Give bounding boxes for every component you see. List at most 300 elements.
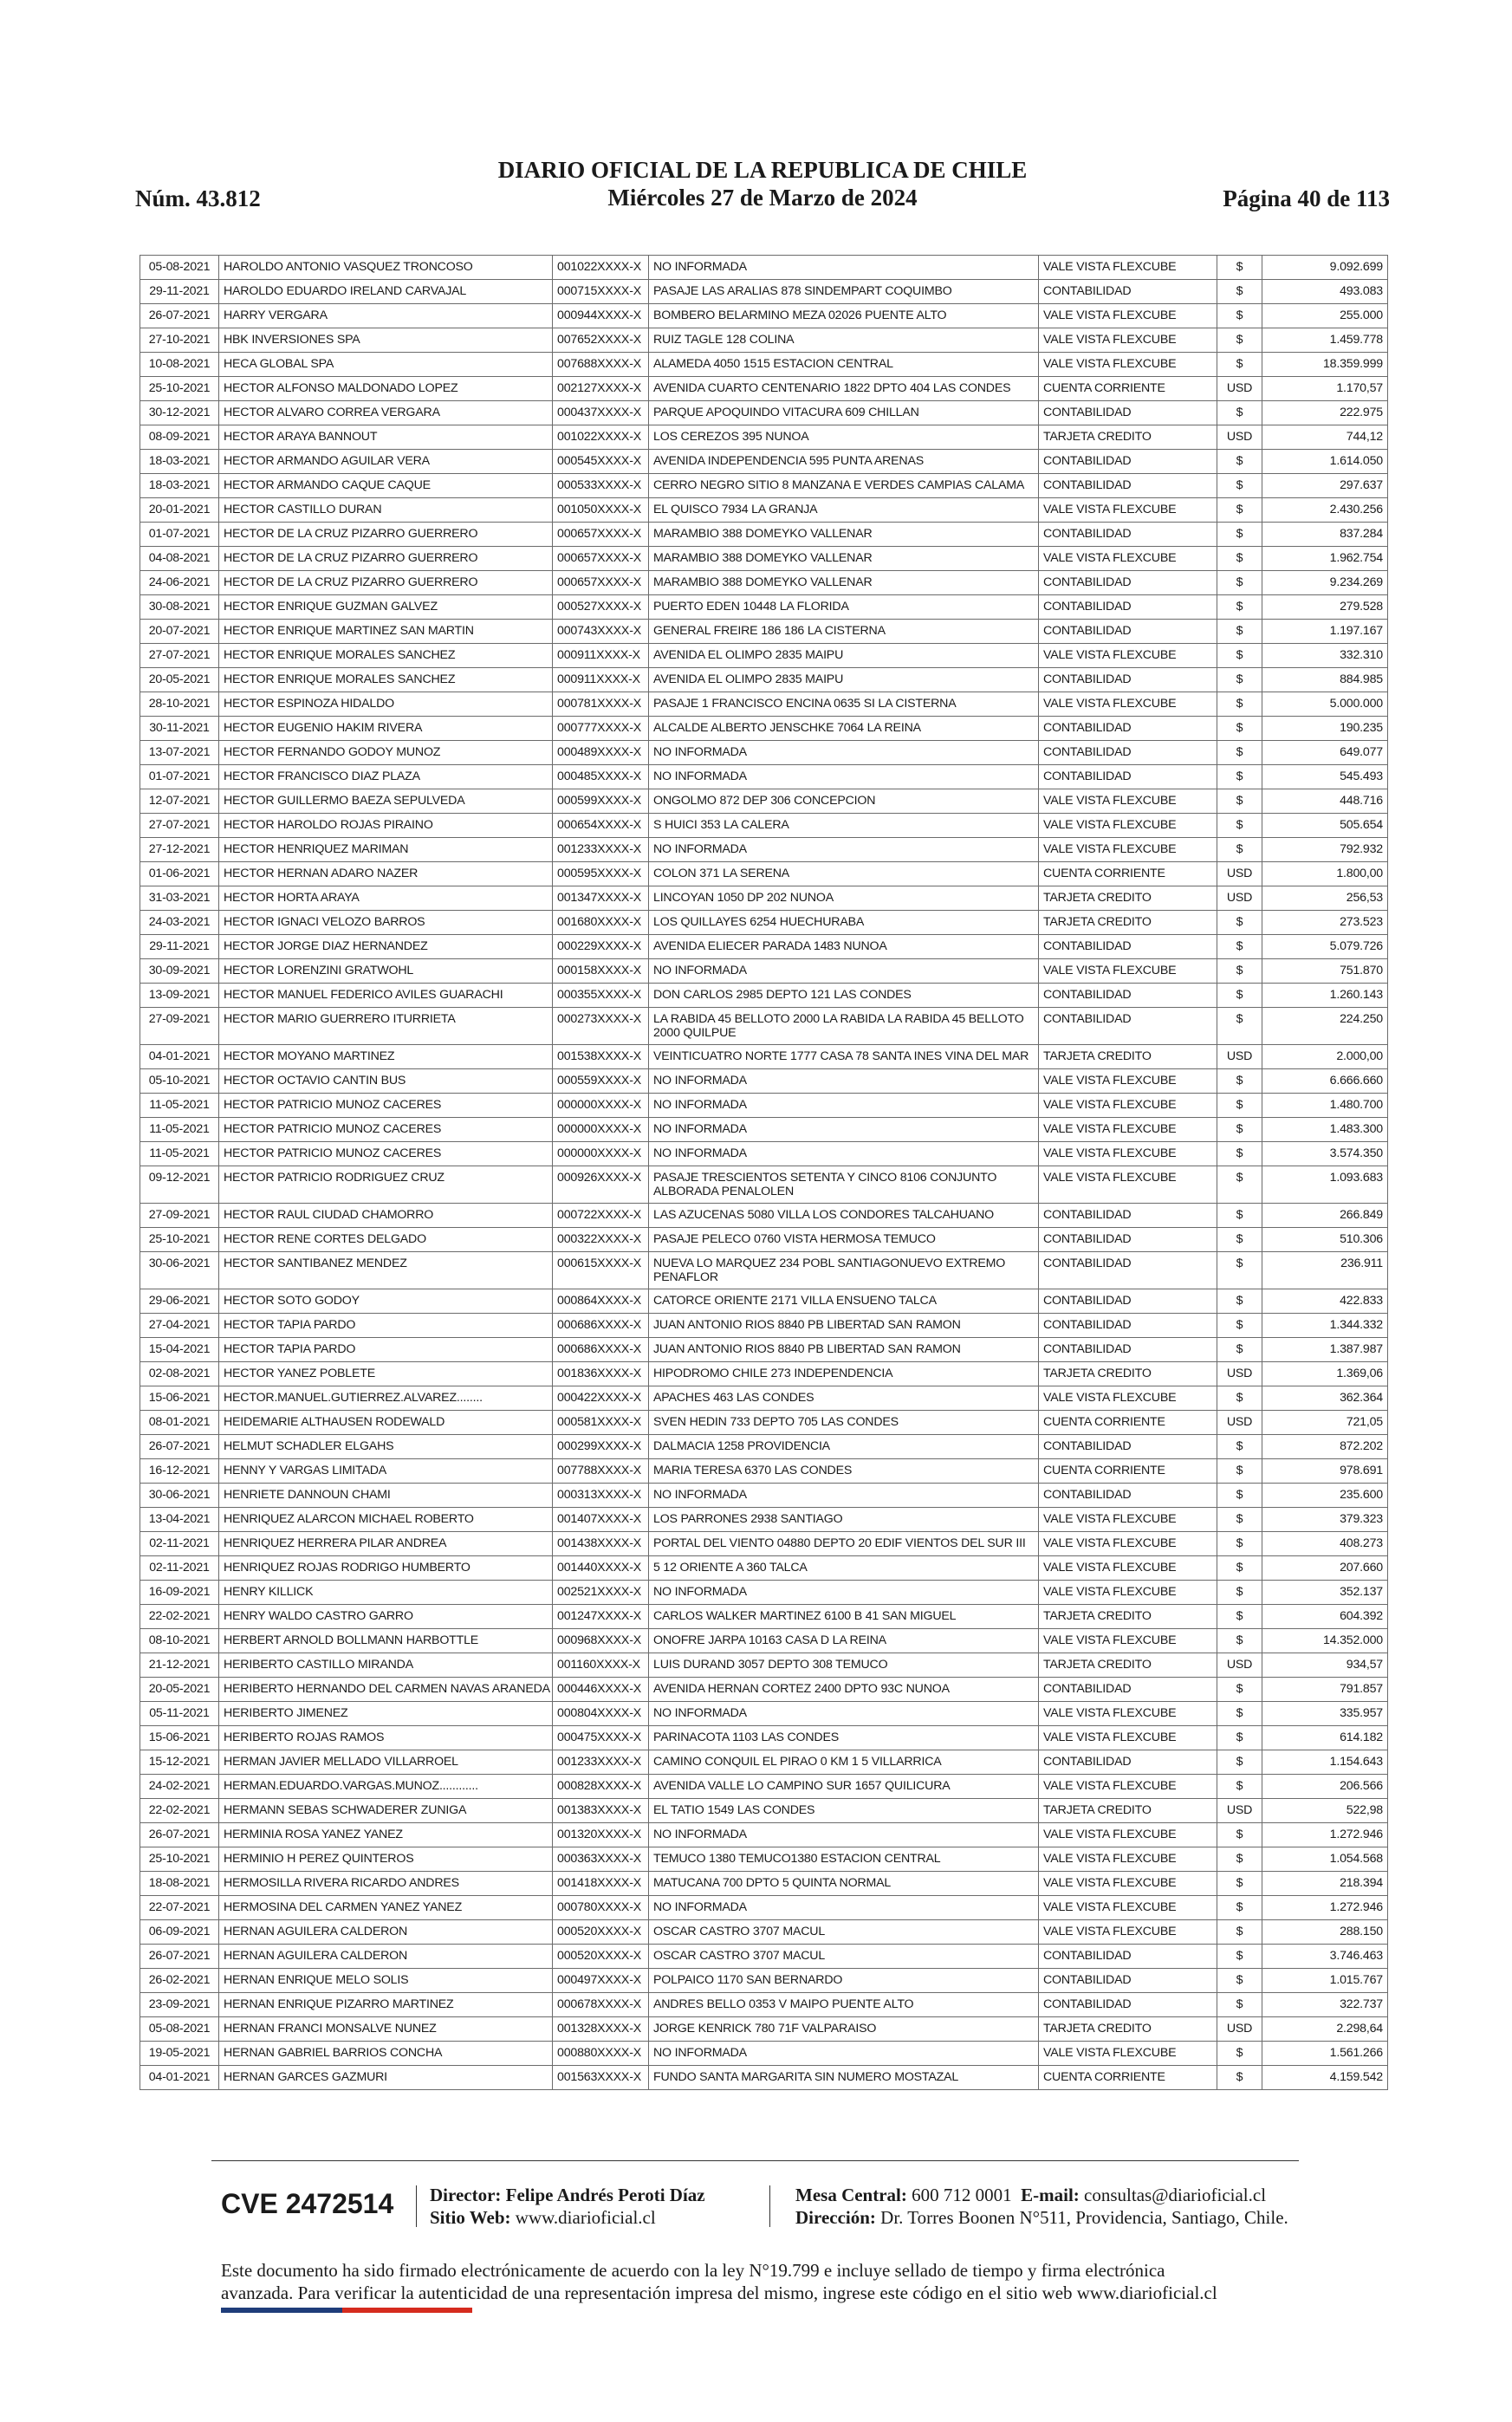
cell-name: HECTOR JORGE DIAZ HERNANDEZ — [219, 935, 553, 959]
cell-amount: 266.849 — [1262, 1204, 1388, 1228]
cell-address: CERRO NEGRO SITIO 8 MANZANA E VERDES CAMPIAS CALAMA — [649, 474, 1039, 498]
cell-date: 16-12-2021 — [140, 1459, 219, 1484]
cell-address: CATORCE ORIENTE 2171 VILLA ENSUENO TALCA — [649, 1289, 1039, 1314]
cell-currency: $ — [1217, 1581, 1262, 1605]
cell-name: HENRIQUEZ ROJAS RODRIGO HUMBERTO — [219, 1556, 553, 1581]
cell-currency: $ — [1217, 498, 1262, 523]
cell-product: TARJETA CREDITO — [1039, 1045, 1217, 1069]
cell-address: NO INFORMADA — [649, 1118, 1039, 1142]
cell-date: 26-07-2021 — [140, 304, 219, 328]
cell-name: HECTOR CASTILLO DURAN — [219, 498, 553, 523]
cell-currency: $ — [1217, 1920, 1262, 1945]
cell-address: COLON 371 LA SERENA — [649, 862, 1039, 886]
cell-rut: 000363XXXX-X — [553, 1847, 649, 1872]
cell-address: NO INFORMADA — [649, 1896, 1039, 1920]
cell-date: 25-10-2021 — [140, 377, 219, 401]
cell-name: HENNY Y VARGAS LIMITADA — [219, 1459, 553, 1484]
cell-product: CONTABILIDAD — [1039, 717, 1217, 741]
cell-currency: $ — [1217, 2042, 1262, 2066]
cell-address: TEMUCO 1380 TEMUCO1380 ESTACION CENTRAL — [649, 1847, 1039, 1872]
cell-currency: $ — [1217, 328, 1262, 353]
cell-rut: 000000XXXX-X — [553, 1118, 649, 1142]
cell-currency: $ — [1217, 401, 1262, 425]
cell-product: CONTABILIDAD — [1039, 523, 1217, 547]
cell-rut: 001247XXXX-X — [553, 1605, 649, 1629]
cell-name: HELMUT SCHADLER ELGAHS — [219, 1435, 553, 1459]
cell-address: S HUICI 353 LA CALERA — [649, 814, 1039, 838]
cell-product: CONTABILIDAD — [1039, 1338, 1217, 1362]
cell-address: LA RABIDA 45 BELLOTO 2000 LA RABIDA LA RABIDA 45 BELLOTO 2000 QUILPUE — [649, 1008, 1039, 1045]
cell-rut: 000520XXXX-X — [553, 1920, 649, 1945]
table-row — [140, 1142, 1388, 1166]
cell-product: VALE VISTA FLEXCUBE — [1039, 547, 1217, 571]
cell-product: VALE VISTA FLEXCUBE — [1039, 838, 1217, 862]
cell-address: NO INFORMADA — [649, 1581, 1039, 1605]
cell-amount: 545.493 — [1262, 765, 1388, 789]
cell-amount: 614.182 — [1262, 1726, 1388, 1750]
records-table — [140, 255, 1388, 2090]
table-row — [140, 1847, 1388, 1872]
cell-address: 5 12 ORIENTE A 360 TALCA — [649, 1556, 1039, 1581]
cell-amount: 1.197.167 — [1262, 620, 1388, 644]
cell-currency: USD — [1217, 1411, 1262, 1435]
cell-rut: 000926XXXX-X — [553, 1166, 649, 1204]
cell-amount: 934,57 — [1262, 1653, 1388, 1678]
cell-rut: 001538XXXX-X — [553, 1045, 649, 1069]
table-row — [140, 377, 1388, 401]
cell-amount: 872.202 — [1262, 1435, 1388, 1459]
table-row — [140, 1045, 1388, 1069]
cell-date: 15-04-2021 — [140, 1338, 219, 1362]
cell-currency: $ — [1217, 935, 1262, 959]
cell-amount: 522,98 — [1262, 1799, 1388, 1823]
cell-currency: $ — [1217, 1228, 1262, 1252]
cell-name: HECTOR ARMANDO AGUILAR VERA — [219, 450, 553, 474]
cell-date: 22-02-2021 — [140, 1799, 219, 1823]
cell-currency: $ — [1217, 1204, 1262, 1228]
cell-currency: $ — [1217, 1629, 1262, 1653]
cell-rut: 000804XXXX-X — [553, 1702, 649, 1726]
cell-rut: 000657XXXX-X — [553, 571, 649, 595]
cell-product: CONTABILIDAD — [1039, 1435, 1217, 1459]
table-row — [140, 838, 1388, 862]
cell-date: 24-06-2021 — [140, 571, 219, 595]
table-row — [140, 1726, 1388, 1750]
cell-date: 08-01-2021 — [140, 1411, 219, 1435]
cell-address: POLPAICO 1170 SAN BERNARDO — [649, 1969, 1039, 1993]
cell-name: HECTOR SOTO GODOY — [219, 1289, 553, 1314]
cell-amount: 408.273 — [1262, 1532, 1388, 1556]
cell-amount: 207.660 — [1262, 1556, 1388, 1581]
cell-currency: $ — [1217, 256, 1262, 280]
issue-number: Núm. 43.812 — [135, 185, 261, 211]
table-row — [140, 1605, 1388, 1629]
cell-amount: 6.666.660 — [1262, 1069, 1388, 1094]
cell-name: HENRIETE DANNOUN CHAMI — [219, 1484, 553, 1508]
cell-product: VALE VISTA FLEXCUBE — [1039, 1823, 1217, 1847]
cell-amount: 1.561.266 — [1262, 2042, 1388, 2066]
cell-name: HECTOR HENRIQUEZ MARIMAN — [219, 838, 553, 862]
cell-date: 30-12-2021 — [140, 401, 219, 425]
cell-address: LAS AZUCENAS 5080 VILLA LOS CONDORES TALCAHUANO — [649, 1204, 1039, 1228]
table-row — [140, 1118, 1388, 1142]
cell-amount: 604.392 — [1262, 1605, 1388, 1629]
cell-product: TARJETA CREDITO — [1039, 1799, 1217, 1823]
cell-product: VALE VISTA FLEXCUBE — [1039, 304, 1217, 328]
cell-address: RUIZ TAGLE 128 COLINA — [649, 328, 1039, 353]
cell-amount: 335.957 — [1262, 1702, 1388, 1726]
cell-currency: $ — [1217, 1993, 1262, 2017]
cell-address: MARAMBIO 388 DOMEYKO VALLENAR — [649, 547, 1039, 571]
cell-product: CONTABILIDAD — [1039, 1314, 1217, 1338]
cell-currency: USD — [1217, 862, 1262, 886]
cell-rut: 000000XXXX-X — [553, 1094, 649, 1118]
cell-currency: $ — [1217, 765, 1262, 789]
cell-address: MARIA TERESA 6370 LAS CONDES — [649, 1459, 1039, 1484]
cell-name: HERNAN AGUILERA CALDERON — [219, 1945, 553, 1969]
cell-rut: 000743XXXX-X — [553, 620, 649, 644]
page-number: Página 40 de 113 — [1223, 185, 1390, 211]
cell-address: PORTAL DEL VIENTO 04880 DEPTO 20 EDIF VIENTOS DEL SUR III — [649, 1532, 1039, 1556]
cell-rut: 000485XXXX-X — [553, 765, 649, 789]
cell-product: VALE VISTA FLEXCUBE — [1039, 1581, 1217, 1605]
cell-rut: 000686XXXX-X — [553, 1314, 649, 1338]
cell-date: 27-10-2021 — [140, 328, 219, 353]
table-row — [140, 935, 1388, 959]
cell-date: 29-11-2021 — [140, 280, 219, 304]
cell-name: HERIBERTO HERNANDO DEL CARMEN NAVAS ARANEDA — [219, 1678, 553, 1702]
cell-name: HECTOR FERNANDO GODOY MUNOZ — [219, 741, 553, 765]
cell-date: 01-06-2021 — [140, 862, 219, 886]
cell-name: HECTOR ARMANDO CAQUE CAQUE — [219, 474, 553, 498]
cell-currency: $ — [1217, 1702, 1262, 1726]
cell-address: ALAMEDA 4050 1515 ESTACION CENTRAL — [649, 353, 1039, 377]
web-label: Sitio Web: — [430, 2207, 511, 2228]
cell-rut: 001680XXXX-X — [553, 911, 649, 935]
table-row — [140, 741, 1388, 765]
director-name: Felipe Andrés Peroti Díaz — [505, 2185, 705, 2205]
cell-date: 31-03-2021 — [140, 886, 219, 911]
cell-amount: 448.716 — [1262, 789, 1388, 814]
cell-address: NO INFORMADA — [649, 765, 1039, 789]
cell-address: LUIS DURAND 3057 DEPTO 308 TEMUCO — [649, 1653, 1039, 1678]
cell-product: CONTABILIDAD — [1039, 450, 1217, 474]
cell-amount: 978.691 — [1262, 1459, 1388, 1484]
cell-amount: 1.800,00 — [1262, 862, 1388, 886]
email-link[interactable]: consultas@diarioficial.cl — [1084, 2185, 1267, 2205]
cell-name: HECTOR TAPIA PARDO — [219, 1314, 553, 1338]
cell-date: 24-02-2021 — [140, 1775, 219, 1799]
table-row — [140, 765, 1388, 789]
cell-name: HERNAN AGUILERA CALDERON — [219, 1920, 553, 1945]
cell-address: NO INFORMADA — [649, 1702, 1039, 1726]
cell-date: 15-12-2021 — [140, 1750, 219, 1775]
cell-amount: 837.284 — [1262, 523, 1388, 547]
table-row — [140, 328, 1388, 353]
cell-product: VALE VISTA FLEXCUBE — [1039, 1556, 1217, 1581]
cell-date: 18-03-2021 — [140, 474, 219, 498]
cell-rut: 000911XXXX-X — [553, 668, 649, 692]
cell-currency: $ — [1217, 1435, 1262, 1459]
address-label: Dirección: — [795, 2207, 876, 2228]
cell-product: CONTABILIDAD — [1039, 1945, 1217, 1969]
cell-address: NO INFORMADA — [649, 1484, 1039, 1508]
cell-date: 13-09-2021 — [140, 984, 219, 1008]
cell-amount: 505.654 — [1262, 814, 1388, 838]
cell-product: CONTABILIDAD — [1039, 1252, 1217, 1289]
cell-date: 05-08-2021 — [140, 256, 219, 280]
cell-name: HECTOR DE LA CRUZ PIZARRO GUERRERO — [219, 523, 553, 547]
table-row — [140, 1069, 1388, 1094]
cell-product: CONTABILIDAD — [1039, 620, 1217, 644]
cell-address: SVEN HEDIN 733 DEPTO 705 LAS CONDES — [649, 1411, 1039, 1435]
cell-date: 11-05-2021 — [140, 1142, 219, 1166]
table-row — [140, 1581, 1388, 1605]
cell-rut: 001383XXXX-X — [553, 1799, 649, 1823]
cell-currency: $ — [1217, 1252, 1262, 1289]
cell-product: VALE VISTA FLEXCUBE — [1039, 1726, 1217, 1750]
cell-name: HECTOR FRANCISCO DIAZ PLAZA — [219, 765, 553, 789]
cell-product: CONTABILIDAD — [1039, 595, 1217, 620]
table-row — [140, 1532, 1388, 1556]
cell-product: VALE VISTA FLEXCUBE — [1039, 1629, 1217, 1653]
cell-name: HECTOR MOYANO MARTINEZ — [219, 1045, 553, 1069]
masthead-date: Miércoles 27 de Marzo de 2024 — [607, 185, 918, 211]
table-row — [140, 1204, 1388, 1228]
cell-date: 28-10-2021 — [140, 692, 219, 717]
web-link[interactable]: www.diarioficial.cl — [515, 2207, 656, 2228]
cell-name: HERMANN SEBAS SCHWADERER ZUNIGA — [219, 1799, 553, 1823]
cell-rut: 001320XXXX-X — [553, 1823, 649, 1847]
cell-currency: USD — [1217, 1045, 1262, 1069]
cell-name: HECTOR ENRIQUE MORALES SANCHEZ — [219, 644, 553, 668]
cell-date: 12-07-2021 — [140, 789, 219, 814]
cell-date: 11-05-2021 — [140, 1118, 219, 1142]
cell-currency: $ — [1217, 1289, 1262, 1314]
table-row — [140, 789, 1388, 814]
cell-rut: 000533XXXX-X — [553, 474, 649, 498]
cell-currency: $ — [1217, 353, 1262, 377]
masthead — [130, 156, 1395, 211]
cell-date: 05-08-2021 — [140, 2017, 219, 2042]
footer-divider — [211, 2160, 1299, 2161]
cell-date: 04-01-2021 — [140, 2066, 219, 2090]
cell-name: HECTOR ENRIQUE GUZMAN GALVEZ — [219, 595, 553, 620]
cell-name: HERMINIA ROSA YANEZ YANEZ — [219, 1823, 553, 1847]
cve-code: CVE 2472514 — [221, 2188, 394, 2219]
table-row — [140, 620, 1388, 644]
cell-rut: 000657XXXX-X — [553, 523, 649, 547]
table-row — [140, 1993, 1388, 2017]
cell-currency: $ — [1217, 911, 1262, 935]
cell-rut: 001438XXXX-X — [553, 1532, 649, 1556]
page-header — [130, 156, 1395, 217]
cell-date: 18-08-2021 — [140, 1872, 219, 1896]
cell-product: CONTABILIDAD — [1039, 474, 1217, 498]
cell-currency: $ — [1217, 1872, 1262, 1896]
cell-address: ALCALDE ALBERTO JENSCHKE 7064 LA REINA — [649, 717, 1039, 741]
cell-name: HERNAN GARCES GAZMURI — [219, 2066, 553, 2090]
cell-rut: 000475XXXX-X — [553, 1726, 649, 1750]
cell-date: 20-01-2021 — [140, 498, 219, 523]
cell-name: HENRIQUEZ HERRERA PILAR ANDREA — [219, 1532, 553, 1556]
cell-rut: 000595XXXX-X — [553, 862, 649, 886]
cell-product: VALE VISTA FLEXCUBE — [1039, 1896, 1217, 1920]
cell-name: HECTOR RAUL CIUDAD CHAMORRO — [219, 1204, 553, 1228]
cell-name: HECTOR RENE CORTES DELGADO — [219, 1228, 553, 1252]
cell-amount: 224.250 — [1262, 1008, 1388, 1045]
cell-currency: $ — [1217, 838, 1262, 862]
cell-amount: 362.364 — [1262, 1386, 1388, 1411]
cell-name: HENRY WALDO CASTRO GARRO — [219, 1605, 553, 1629]
cell-product: CONTABILIDAD — [1039, 1204, 1217, 1228]
cell-rut: 001418XXXX-X — [553, 1872, 649, 1896]
cell-currency: $ — [1217, 1847, 1262, 1872]
central-label: Mesa Central: — [795, 2185, 907, 2205]
cell-address: NO INFORMADA — [649, 741, 1039, 765]
cell-rut: 001050XXXX-X — [553, 498, 649, 523]
cell-product: VALE VISTA FLEXCUBE — [1039, 1166, 1217, 1204]
cell-product: TARJETA CREDITO — [1039, 2017, 1217, 2042]
cell-product: CONTABILIDAD — [1039, 984, 1217, 1008]
cell-rut: 000000XXXX-X — [553, 1142, 649, 1166]
cell-date: 20-05-2021 — [140, 668, 219, 692]
cell-product: VALE VISTA FLEXCUBE — [1039, 1775, 1217, 1799]
cell-date: 05-11-2021 — [140, 1702, 219, 1726]
email-label: E-mail: — [1021, 2185, 1080, 2205]
cell-name: HECTOR SANTIBANEZ MENDEZ — [219, 1252, 553, 1289]
cell-product: CUENTA CORRIENTE — [1039, 377, 1217, 401]
table-row — [140, 1228, 1388, 1252]
cell-amount: 721,05 — [1262, 1411, 1388, 1435]
cell-address: NO INFORMADA — [649, 959, 1039, 984]
cell-address: OSCAR CASTRO 3707 MACUL — [649, 1945, 1039, 1969]
cell-currency: $ — [1217, 2066, 1262, 2090]
table-row — [140, 1314, 1388, 1338]
cell-name: HAROLDO EDUARDO IRELAND CARVAJAL — [219, 280, 553, 304]
table-row — [140, 1362, 1388, 1386]
table-row — [140, 1338, 1388, 1362]
cell-address: BOMBERO BELARMINO MEZA 02026 PUENTE ALTO — [649, 304, 1039, 328]
cell-currency: USD — [1217, 1799, 1262, 1823]
cell-currency: $ — [1217, 1556, 1262, 1581]
cell-product: VALE VISTA FLEXCUBE — [1039, 1094, 1217, 1118]
cell-product: CONTABILIDAD — [1039, 741, 1217, 765]
cell-date: 20-05-2021 — [140, 1678, 219, 1702]
cell-currency: $ — [1217, 741, 1262, 765]
cell-name: HECTOR OCTAVIO CANTIN BUS — [219, 1069, 553, 1094]
cell-currency: $ — [1217, 1823, 1262, 1847]
cell-name: HERNAN ENRIQUE MELO SOLIS — [219, 1969, 553, 1993]
cell-address: JUAN ANTONIO RIOS 8840 PB LIBERTAD SAN RAMON — [649, 1314, 1039, 1338]
cell-rut: 000777XXXX-X — [553, 717, 649, 741]
cell-date: 30-11-2021 — [140, 717, 219, 741]
cell-name: HECTOR TAPIA PARDO — [219, 1338, 553, 1362]
cell-rut: 000422XXXX-X — [553, 1386, 649, 1411]
cell-amount: 288.150 — [1262, 1920, 1388, 1945]
cell-amount: 510.306 — [1262, 1228, 1388, 1252]
table-row — [140, 1945, 1388, 1969]
cell-date: 02-11-2021 — [140, 1532, 219, 1556]
cell-currency: $ — [1217, 814, 1262, 838]
cell-name: HECTOR ENRIQUE MARTINEZ SAN MARTIN — [219, 620, 553, 644]
cell-name: HERNAN FRANCI MONSALVE NUNEZ — [219, 2017, 553, 2042]
table-row — [140, 1094, 1388, 1118]
cell-product: VALE VISTA FLEXCUBE — [1039, 1142, 1217, 1166]
cell-date: 30-06-2021 — [140, 1252, 219, 1289]
cell-amount: 9.234.269 — [1262, 571, 1388, 595]
cell-address: MARAMBIO 388 DOMEYKO VALLENAR — [649, 571, 1039, 595]
table-row — [140, 1775, 1388, 1799]
cell-name: HEIDEMARIE ALTHAUSEN RODEWALD — [219, 1411, 553, 1435]
cell-amount: 1.154.643 — [1262, 1750, 1388, 1775]
cell-rut: 000527XXXX-X — [553, 595, 649, 620]
table-row — [140, 256, 1388, 280]
cell-name: HECTOR DE LA CRUZ PIZARRO GUERRERO — [219, 571, 553, 595]
cell-currency: $ — [1217, 1338, 1262, 1362]
cell-rut: 000828XXXX-X — [553, 1775, 649, 1799]
cell-currency: $ — [1217, 644, 1262, 668]
cell-amount: 2.298,64 — [1262, 2017, 1388, 2042]
cell-address: DALMACIA 1258 PROVIDENCIA — [649, 1435, 1039, 1459]
cell-amount: 1.344.332 — [1262, 1314, 1388, 1338]
cell-rut: 002521XXXX-X — [553, 1581, 649, 1605]
cell-currency: $ — [1217, 1142, 1262, 1166]
cell-name: HENRY KILLICK — [219, 1581, 553, 1605]
cell-date: 16-09-2021 — [140, 1581, 219, 1605]
cell-currency: USD — [1217, 1362, 1262, 1386]
cell-product: CONTABILIDAD — [1039, 765, 1217, 789]
cell-currency: $ — [1217, 717, 1262, 741]
footer-director-block — [430, 2184, 705, 2229]
cell-rut: 001440XXXX-X — [553, 1556, 649, 1581]
cell-name: HERNAN ENRIQUE PIZARRO MARTINEZ — [219, 1993, 553, 2017]
cell-name: HERMAN.EDUARDO.VARGAS.MUNOZ............ — [219, 1775, 553, 1799]
cell-product: CONTABILIDAD — [1039, 1289, 1217, 1314]
table-row — [140, 304, 1388, 328]
cell-product: VALE VISTA FLEXCUBE — [1039, 256, 1217, 280]
cell-currency: USD — [1217, 2017, 1262, 2042]
cell-name: HECTOR MANUEL FEDERICO AVILES GUARACHI — [219, 984, 553, 1008]
cell-address: NO INFORMADA — [649, 256, 1039, 280]
cell-address: ANDRES BELLO 0353 V MAIPO PUENTE ALTO — [649, 1993, 1039, 2017]
cell-amount: 1.387.987 — [1262, 1338, 1388, 1362]
cell-rut: 000446XXXX-X — [553, 1678, 649, 1702]
cell-name: HECTOR.MANUEL.GUTIERREZ.ALVAREZ........ — [219, 1386, 553, 1411]
cell-amount: 1.483.300 — [1262, 1118, 1388, 1142]
cell-product: CONTABILIDAD — [1039, 1750, 1217, 1775]
cell-amount: 379.323 — [1262, 1508, 1388, 1532]
cell-address: AVENIDA ELIECER PARADA 1483 NUNOA — [649, 935, 1039, 959]
cell-currency: USD — [1217, 1653, 1262, 1678]
cell-date: 01-07-2021 — [140, 523, 219, 547]
cell-currency: $ — [1217, 959, 1262, 984]
cell-address: AVENIDA EL OLIMPO 2835 MAIPU — [649, 644, 1039, 668]
cell-amount: 1.369,06 — [1262, 1362, 1388, 1386]
cell-date: 30-08-2021 — [140, 595, 219, 620]
cell-date: 15-06-2021 — [140, 1386, 219, 1411]
cell-currency: $ — [1217, 1314, 1262, 1338]
footer-contact-block — [795, 2184, 1288, 2229]
cell-address: NO INFORMADA — [649, 1142, 1039, 1166]
cell-rut: 000581XXXX-X — [553, 1411, 649, 1435]
cell-rut: 000322XXXX-X — [553, 1228, 649, 1252]
cell-name: HECTOR YANEZ POBLETE — [219, 1362, 553, 1386]
table-row — [140, 862, 1388, 886]
cell-name: HBK INVERSIONES SPA — [219, 328, 553, 353]
table-row — [140, 814, 1388, 838]
table-row — [140, 547, 1388, 571]
